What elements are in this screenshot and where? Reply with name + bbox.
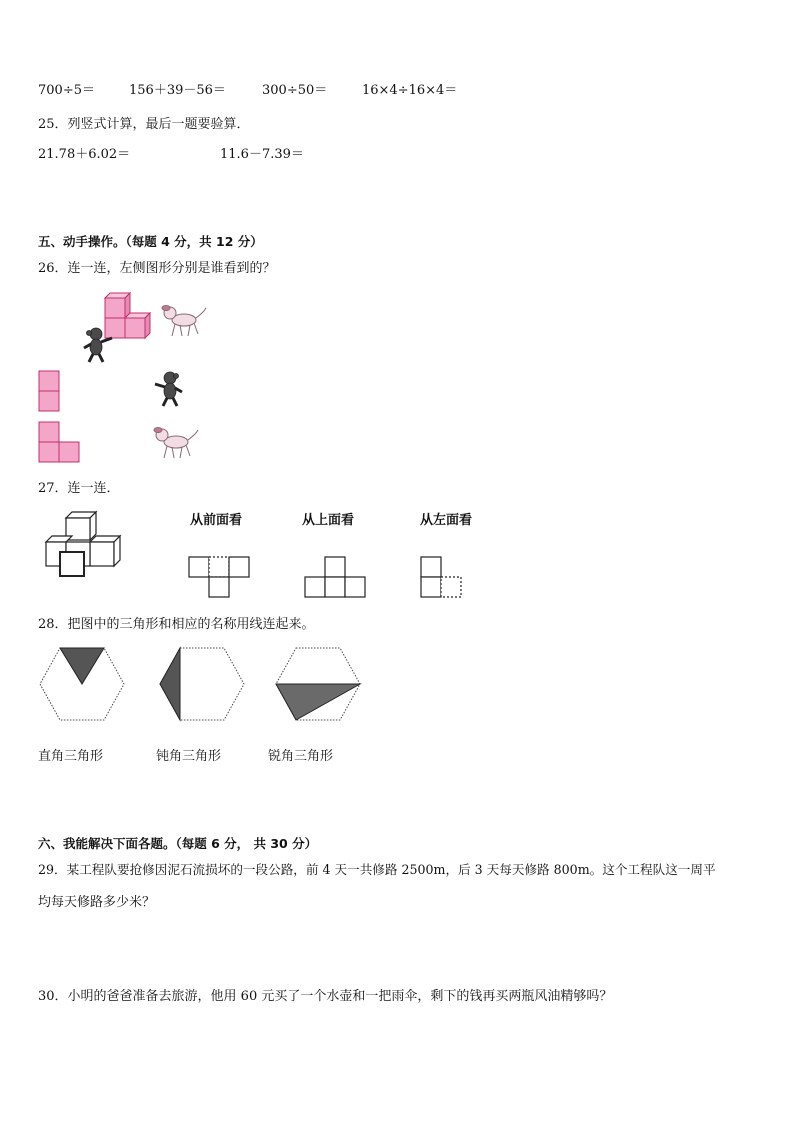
hexagon-triangle-1	[38, 646, 126, 724]
top-view-shape	[304, 556, 368, 600]
view-shape-l	[38, 421, 84, 465]
question-25: 25．列竖式计算，最后一题要验算．	[38, 117, 250, 132]
calc-item: 16×4÷16×4＝	[362, 83, 458, 98]
cube-solid-figure	[42, 510, 136, 580]
triangle-name-right: 直角三角形	[38, 749, 104, 764]
question-26: 26．连一连，左侧图形分别是谁看到的？	[38, 261, 276, 276]
question-30: 30．小明的爸爸准备去旅游，他用 60 元买了一个水壶和一把雨伞，剩下的钱再买两瓶风油精够吗？	[38, 989, 613, 1004]
vertical-calc-item: 21.78＋6.02＝	[38, 147, 131, 162]
question-29-line2: 均每天修路多少米？	[38, 895, 156, 910]
calc-item: 700÷5＝	[38, 83, 95, 98]
triangle-name-acute: 锐角三角形	[268, 749, 334, 764]
view-shape-vertical	[38, 370, 62, 414]
section-6-title: 六、我能解决下面各题。（每题 6 分， 共 30 分）	[38, 836, 318, 851]
left-view-shape	[420, 556, 466, 600]
view-label-left: 从左面看	[420, 513, 473, 528]
view-label-front: 从前面看	[190, 513, 243, 528]
dog-icon	[160, 304, 208, 340]
triangle-name-obtuse: 钝角三角形	[156, 749, 222, 764]
question-28: 28．把图中的三角形和相应的名称用线连起来。	[38, 617, 315, 632]
calc-item: 156＋39－56＝	[129, 83, 226, 98]
front-view-shape	[188, 556, 252, 600]
hexagon-triangle-2	[158, 646, 246, 724]
monkey-icon	[152, 370, 188, 408]
vertical-calc-item: 11.6－7.39＝	[220, 147, 304, 162]
hexagon-triangle-3	[274, 646, 362, 724]
view-label-top: 从上面看	[302, 513, 355, 528]
question-29-line1: 29．某工程队要抢修因泥石流损坏的一段公路，前 4 天一共修路 2500m，后 3 天每天修路 800m。这个工程队这一周平	[38, 862, 716, 877]
section-5-title: 五、动手操作。（每题 4 分，共 12 分）	[38, 234, 263, 249]
monkey-icon	[80, 326, 116, 364]
dog-icon	[152, 426, 200, 462]
calc-item: 300÷50＝	[262, 83, 328, 98]
question-27: 27．连一连．	[38, 481, 120, 496]
